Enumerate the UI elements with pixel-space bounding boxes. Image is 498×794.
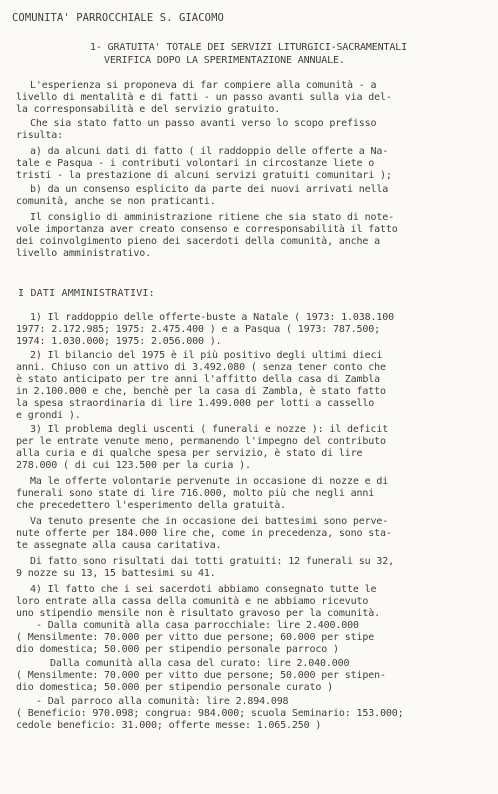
item-line: 4) Il fatto che i sei sacerdoti abbiamo consegnato tutte le xyxy=(30,584,377,595)
paragraph-line: Il consiglio di amministrazione ritiene che sia stato di note- xyxy=(30,212,394,223)
item-line: ( Beneficio: 970.098; congrua: 984.000; scuola Seminario: 153.000; xyxy=(16,708,404,719)
paragraph-line: tristi - la prestazione di alcuni servizi gratuiti comunitari ); xyxy=(16,170,392,181)
item-line: per le entrate venute meno, permanendo l'impegno del contributo xyxy=(16,436,386,447)
paragraph-line: Che sia stato fatto un passo avanti verso lo scopo prefisso xyxy=(30,118,377,129)
item-line: 9 nozze su 13, 15 battesimi su 41. xyxy=(16,568,216,579)
paragraph-line: L'esperienza si proponeva di far compiere alla comunità - a xyxy=(30,80,377,91)
item-line: 3) Il problema degli uscenti ( funerali e nozze ): il deficit xyxy=(30,424,389,435)
paragraph-line: tale e Pasqua - i contributi volontari in circostanze liete o xyxy=(16,158,375,169)
item-line: nute offerte per 184.000 lire che, come in precedenza, sono sta- xyxy=(16,528,392,539)
item-line: 278.000 ( di cui 123.500 per la curia ). xyxy=(16,460,251,471)
item-line: e grondi ). xyxy=(16,410,81,421)
item-line: in 2.100.000 e che, benchè per la casa di Zambla, è stato fatto xyxy=(16,386,386,397)
item-line: che precedettero l'esperimento della gratuità. xyxy=(16,500,287,511)
paragraph-line: livello di mentalità e di fatti - un passo avanti sulla via del- xyxy=(16,92,392,103)
item-line: loro entrate alla cassa della comunità e ne abbiamo ricevuto xyxy=(16,596,369,607)
item-line: alla curia e di qualche spesa per servizio, è stato di lire xyxy=(16,448,363,459)
item-line: Dalla comunità alla casa del curato: lire 2.040.000 xyxy=(50,658,350,669)
item-line: ( Mensilmente: 70.000 per vitto due persone; 50.000 per stipen- xyxy=(16,670,386,681)
item-line: te assegnate alla causa caritativa. xyxy=(16,540,222,551)
paragraph-line: a) da alcuni dati di fatto ( il raddoppio delle offerte a Na- xyxy=(30,146,389,157)
item-line: Va tenuto presente che in occasione dei battesimi sono perve- xyxy=(30,516,389,527)
paragraph-line: risulta: xyxy=(16,130,63,141)
document-header: COMUNITA' PARROCCHIALE S. GIACOMO xyxy=(12,12,224,24)
paragraph-line: comunità, anche se non praticanti. xyxy=(16,196,216,207)
paragraph-line: dei coinvolgimento pieno dei sacerdoti della comunità, anche a xyxy=(16,236,380,247)
item-line: - Dal parroco alla comunità: lire 2.894.098 xyxy=(36,696,289,707)
item-line: - Dalla comunità alla casa parrocchiale: lire 2.400.000 xyxy=(36,620,359,631)
section-title: I DATI AMMINISTRATIVI: xyxy=(18,288,155,299)
item-line: 1974: 1.030.000; 1975: 2.056.000 ). xyxy=(16,336,222,347)
item-line: la spesa straordinaria di lire 1.499.000 per lotti a cassello xyxy=(16,398,375,409)
item-line: ( Mensilmente: 70.000 per vitto due persone; 60.000 per stipe xyxy=(16,632,375,643)
paragraph-line: vole importanza aver creato consenso e corresponsabilità il fatto xyxy=(16,224,398,235)
item-line: 2) Il bilancio del 1975 è il più positivo degli ultimi dieci xyxy=(30,350,383,361)
item-line: anni. Chiuso con un attivo di 3.492.080 ( senza tener conto che xyxy=(16,362,386,373)
document-subtitle: VERIFICA DOPO LA SPERIMENTAZIONE ANNUALE. xyxy=(104,55,345,66)
paragraph-line: b) da un consenso esplicito da parte dei nuovi arrivati nella xyxy=(30,184,389,195)
item-line: funerali sono state di lire 716.000, molto più che negli anni xyxy=(16,488,375,499)
item-line: cedole beneficio: 31.000; offerte messe: 1.065.250 ) xyxy=(16,720,322,731)
item-line: Ma le offerte volontarie pervenute in occasione di nozze e di xyxy=(30,476,389,487)
paragraph-line: la corresponsabilità e del servizio gratuito. xyxy=(16,104,281,115)
item-line: 1) Il raddoppio delle offerte-buste a Natale ( 1973: 1.038.100 xyxy=(30,312,394,323)
item-line: 1977: 2.172.985; 1975: 2.475.400 ) e a Pasqua ( 1973: 787.500; xyxy=(16,324,380,335)
item-line: uno stipendio mensile non è risultato gravoso per la comunità. xyxy=(16,608,380,619)
item-line: Di fatto sono risultati dai totti gratuiti: 12 funerali su 32, xyxy=(30,556,394,567)
item-line: dio domestica; 50.000 per stipendio personale parroco ) xyxy=(16,644,339,655)
document-title: 1- GRATUITA' TOTALE DEI SERVIZI LITURGICI-SACRAMENTALI xyxy=(90,42,408,53)
item-line: è stato anticipato per tre anni l'affitto della casa di Zambla xyxy=(16,374,380,385)
paragraph-line: livello amministrativo. xyxy=(16,248,152,259)
item-line: dio domestica; 50.000 per stipendio personale curato ) xyxy=(16,682,334,693)
